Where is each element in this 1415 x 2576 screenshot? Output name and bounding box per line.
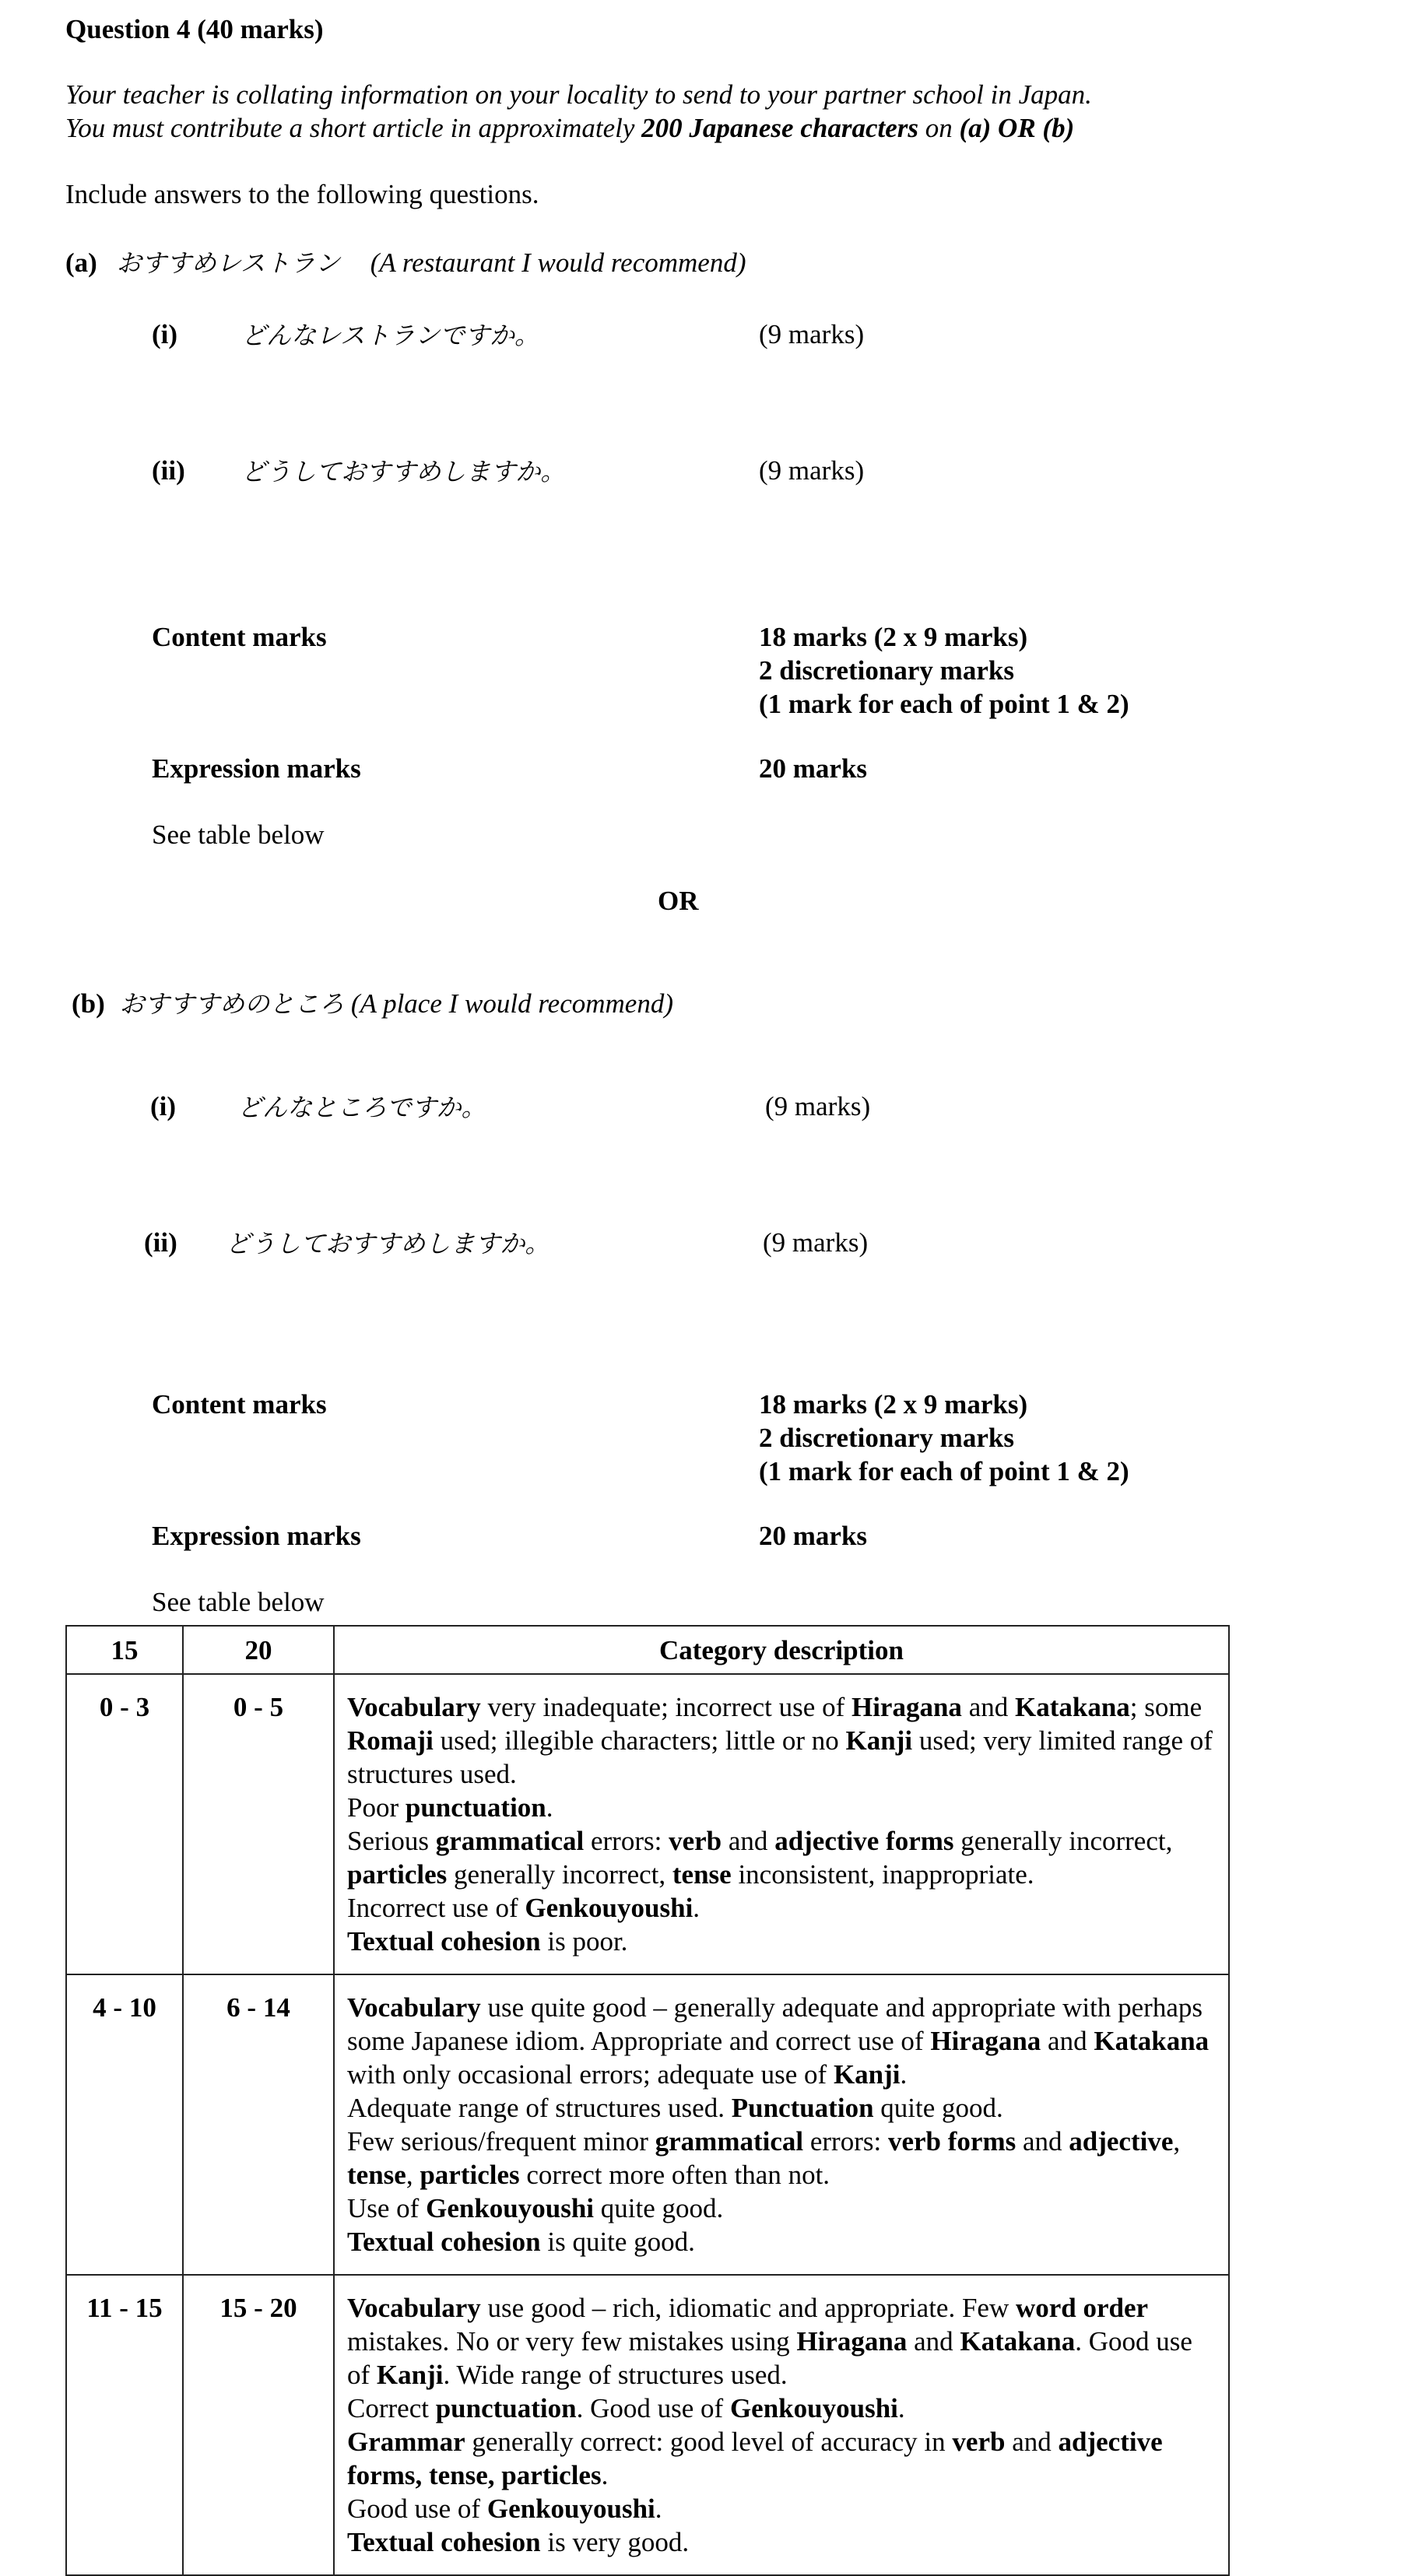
description-text: use quite good – generally adequate and appropriate with perhaps some Japanese idiom. Appropriate and correct use of xyxy=(347,1992,1203,2056)
category-description xyxy=(334,1674,1229,1974)
emphasis-term: adjective forms xyxy=(774,1826,954,1856)
description-text: quite good. xyxy=(594,2193,724,2223)
description-text: Incorrect use of xyxy=(347,1893,525,1923)
emphasis-term: punctuation xyxy=(435,2393,577,2423)
description-line xyxy=(347,1991,1220,2091)
description-text: , xyxy=(406,2160,420,2190)
description-text: . Good use of xyxy=(576,2393,730,2423)
description-text: and xyxy=(722,1826,775,1856)
description-text: errors: xyxy=(803,2126,888,2157)
intro-line-2 xyxy=(65,111,1074,145)
intro-options: (a) OR (b) xyxy=(959,113,1075,143)
option-b-content-line-1: 18 marks (2 x 9 marks) xyxy=(759,1389,1028,1420)
category-description xyxy=(334,1974,1229,2275)
rubric-table xyxy=(65,1625,1230,2576)
emphasis-term: particles xyxy=(347,1859,448,1890)
header-20: 20 xyxy=(183,1626,334,1674)
table-row xyxy=(66,1974,1229,2275)
description-line xyxy=(347,2525,1220,2559)
description-text: Correct xyxy=(347,2393,436,2423)
description-text: Serious xyxy=(347,1826,436,1856)
description-text: . Wide range of structures used. xyxy=(443,2360,788,2390)
option-b-content-line-2: 2 discretionary marks xyxy=(759,1423,1014,1453)
range-20: 0 - 5 xyxy=(183,1674,334,1974)
description-line xyxy=(347,2392,1220,2425)
description-line xyxy=(347,2425,1220,2492)
description-text: generally correct: good level of accuracy in xyxy=(465,2427,953,2457)
table-row xyxy=(66,2275,1229,2575)
description-text: Poor xyxy=(347,1792,406,1823)
description-text: quite good. xyxy=(873,2093,1003,2123)
option-b-item-1-label: (i) xyxy=(150,1091,177,1121)
description-line xyxy=(347,1891,1220,1925)
emphasis-term: particles xyxy=(420,2160,520,2190)
description-text: and xyxy=(1005,2427,1059,2457)
description-text: errors: xyxy=(584,1826,669,1856)
range-20: 15 - 20 xyxy=(183,2275,334,2575)
description-text: and xyxy=(1041,2026,1094,2056)
option-b-item-1-question: どんなところですか。 xyxy=(237,1093,486,1122)
emphasis-term: verb xyxy=(669,1826,722,1856)
emphasis-term: punctuation xyxy=(405,1792,546,1823)
description-text: Use of xyxy=(347,2193,427,2223)
description-text: generally incorrect, xyxy=(953,1826,1173,1856)
option-a-item-2-question: どうしておすすめしますか。 xyxy=(241,457,566,486)
description-text: Few serious/frequent minor xyxy=(347,2126,655,2157)
option-b-title-en: (A place I would recommend) xyxy=(350,988,673,1019)
description-line xyxy=(347,1791,1220,1824)
option-b-expression-value: 20 marks xyxy=(759,1521,868,1551)
description-text: . xyxy=(546,1792,553,1823)
description-text: . xyxy=(601,2460,609,2490)
description-text: generally incorrect, xyxy=(447,1859,672,1890)
description-text: and xyxy=(907,2326,960,2357)
description-line xyxy=(347,2091,1220,2125)
description-text: is very good. xyxy=(540,2527,690,2557)
emphasis-term: Hiragana xyxy=(851,1692,962,1722)
emphasis-term: verb xyxy=(952,2427,1006,2457)
option-a-title-jp: おすすめレストラン xyxy=(116,248,340,278)
emphasis-term: Kanji xyxy=(833,2059,901,2090)
emphasis-term: Kanji xyxy=(376,2360,444,2390)
option-a-heading xyxy=(65,246,746,280)
description-line xyxy=(347,2125,1220,2192)
emphasis-term: tense xyxy=(347,2160,406,2190)
option-b-see-table: See table below xyxy=(152,1587,325,1617)
option-a-item-2-marks: (9 marks) xyxy=(759,455,865,486)
emphasis-term: word order xyxy=(1015,2293,1149,2323)
description-text: , xyxy=(1173,2126,1181,2157)
description-text: and xyxy=(1016,2126,1069,2157)
option-a-item-1-label: (i) xyxy=(152,319,178,349)
description-text: very inadequate; incorrect use of xyxy=(480,1692,851,1722)
description-text: . Good use of xyxy=(347,2326,1192,2390)
emphasis-term: Katakana xyxy=(1014,1692,1130,1722)
emphasis-term: Genkouyoushi xyxy=(426,2193,595,2223)
description-text: . xyxy=(655,2494,662,2524)
description-line xyxy=(347,2192,1220,2225)
intro-emphasis: 200 Japanese characters xyxy=(641,113,918,143)
emphasis-term: Genkouyoushi xyxy=(525,1893,693,1923)
description-text: used; very limited range of structures used. xyxy=(347,1725,1213,1789)
emphasis-term: Hiragana xyxy=(796,2326,908,2357)
option-b-content-line-3: (1 mark for each of point 1 & 2) xyxy=(759,1456,1129,1486)
emphasis-term: tense xyxy=(672,1859,732,1890)
range-20: 6 - 14 xyxy=(183,1974,334,2275)
option-a-see-table: See table below xyxy=(152,819,325,850)
option-b-content-label: Content marks xyxy=(152,1389,327,1420)
emphasis-term: Kanji xyxy=(845,1725,913,1756)
option-b-item-2-question: どうしておすすめしますか。 xyxy=(226,1229,550,1258)
rubric-header-row xyxy=(66,1626,1229,1674)
emphasis-term: Katakana xyxy=(960,2326,1076,2357)
option-b-item-2-label: (ii) xyxy=(144,1227,177,1258)
option-a-expression-label: Expression marks xyxy=(152,753,361,784)
emphasis-term: Vocabulary xyxy=(347,1692,481,1722)
option-b-item-1-marks: (9 marks) xyxy=(765,1091,871,1121)
category-description xyxy=(334,2275,1229,2575)
emphasis-term: Genkouyoushi xyxy=(729,2393,898,2423)
description-text: Adequate range of structures used. xyxy=(347,2093,732,2123)
range-15: 0 - 3 xyxy=(66,1674,183,1974)
instruction: Include answers to the following questions. xyxy=(65,179,539,209)
range-15: 11 - 15 xyxy=(66,2275,183,2575)
description-text: and xyxy=(961,1692,1015,1722)
description-text: . xyxy=(693,1893,700,1923)
option-b-title-jp: おすすすめのところ xyxy=(119,989,345,1019)
option-a-content-line-1: 18 marks (2 x 9 marks) xyxy=(759,622,1028,652)
option-a-item-1-question: どんなレストランですか。 xyxy=(241,321,540,350)
emphasis-term: Textual cohesion xyxy=(347,1926,541,1957)
option-a-title-en: (A restaurant I would recommend) xyxy=(370,247,746,278)
question-title: Question 4 (40 marks) xyxy=(65,14,324,44)
emphasis-term: Vocabulary xyxy=(347,1992,481,2023)
description-text: use good – rich, idiomatic and appropriate. Few xyxy=(480,2293,1016,2323)
emphasis-term: grammatical xyxy=(655,2126,804,2157)
or-divider: OR xyxy=(658,886,699,916)
description-line xyxy=(347,2492,1220,2525)
description-text: used; illegible characters; little or no xyxy=(433,1725,846,1756)
description-text: ; some xyxy=(1129,1692,1203,1722)
description-line xyxy=(347,1824,1220,1891)
option-a-content-label: Content marks xyxy=(152,622,327,652)
header-15: 15 xyxy=(66,1626,183,1674)
description-text: inconsistent, inappropriate. xyxy=(731,1859,1034,1890)
description-line xyxy=(347,2225,1220,2258)
description-text: Good use of xyxy=(347,2494,487,2524)
emphasis-term: Textual cohesion xyxy=(347,2227,541,2257)
header-category-description: Category description xyxy=(334,1626,1229,1674)
description-text: correct more often than not. xyxy=(519,2160,830,2190)
emphasis-term: Vocabulary xyxy=(347,2293,481,2323)
range-15: 4 - 10 xyxy=(66,1974,183,2275)
emphasis-term: adjective forms, tense, particles xyxy=(347,2427,1163,2490)
emphasis-term: Hiragana xyxy=(930,2026,1041,2056)
intro-line-1: Your teacher is collating information on your locality to send to your partner school in Japan. xyxy=(65,79,1092,110)
option-a-label: (a) xyxy=(65,247,97,278)
option-b-label: (b) xyxy=(72,988,105,1019)
emphasis-term: Textual cohesion xyxy=(347,2527,541,2557)
option-a-expression-value: 20 marks xyxy=(759,753,868,784)
emphasis-term: Punctuation xyxy=(731,2093,874,2123)
option-b-expression-label: Expression marks xyxy=(152,1521,361,1551)
description-line xyxy=(347,1925,1220,1958)
description-line xyxy=(347,1690,1220,1791)
description-text: is poor. xyxy=(540,1926,628,1957)
description-text: . xyxy=(900,2059,908,2090)
description-text: . xyxy=(897,2393,905,2423)
emphasis-term: adjective xyxy=(1069,2126,1174,2157)
description-text: with only occasional errors; adequate use of xyxy=(347,2059,834,2090)
emphasis-term: verb forms xyxy=(887,2126,1016,2157)
table-row xyxy=(66,1674,1229,1974)
intro-text: You must contribute a short article in approximately xyxy=(65,113,642,143)
description-text: mistakes. No or very few mistakes using xyxy=(347,2326,797,2357)
emphasis-term: grammatical xyxy=(435,1826,585,1856)
option-b-heading xyxy=(72,987,673,1021)
emphasis-term: Romaji xyxy=(347,1725,434,1756)
option-a-content-line-2: 2 discretionary marks xyxy=(759,655,1014,686)
emphasis-term: Grammar xyxy=(347,2427,465,2457)
description-line xyxy=(347,2291,1220,2392)
intro-text: on xyxy=(918,113,960,143)
emphasis-term: Genkouyoushi xyxy=(486,2494,655,2524)
option-a-item-1-marks: (9 marks) xyxy=(759,319,865,349)
option-b-item-2-marks: (9 marks) xyxy=(763,1227,869,1258)
option-a-content-line-3: (1 mark for each of point 1 & 2) xyxy=(759,689,1129,719)
description-text: is quite good. xyxy=(540,2227,695,2257)
emphasis-term: Katakana xyxy=(1094,2026,1210,2056)
option-a-item-2-label: (ii) xyxy=(152,455,185,486)
